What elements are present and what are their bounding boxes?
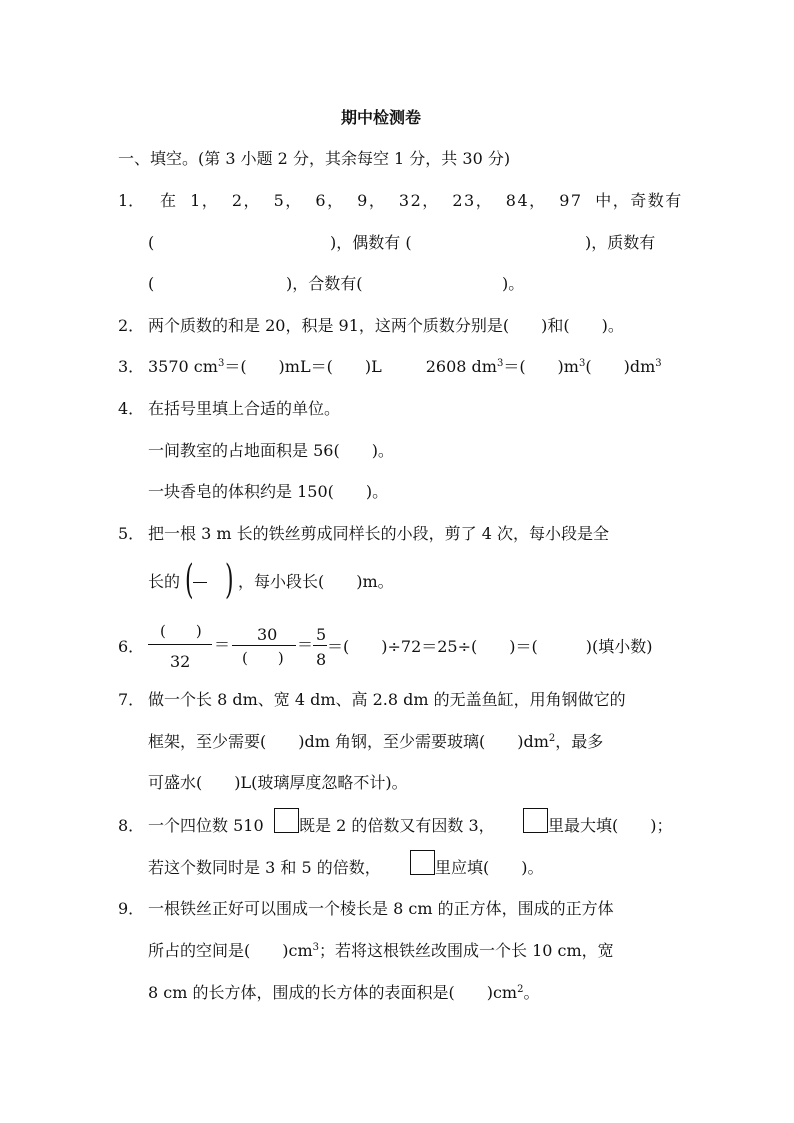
q6-frac2-bar xyxy=(232,645,296,646)
q8-line1-b: 既是 2 的倍数又有因数 3， xyxy=(299,816,495,835)
q3-sup3: 3 xyxy=(496,358,504,369)
q1-line3-composite: )，合数有( xyxy=(286,274,363,293)
q1-blank1-open: ( xyxy=(148,233,155,252)
q4-soap: 一块香皂的体积约是 150( )。 xyxy=(148,482,389,501)
q3-sup1: 3 xyxy=(217,358,225,369)
q8-line2-b: 里应填( )。 xyxy=(435,858,544,877)
q6-number: 6． xyxy=(118,637,145,656)
q9-line2-a: 所占的空间是( )cm xyxy=(148,941,313,960)
q6-frac3-denominator: 8 xyxy=(316,650,327,669)
q9-line3-a: 8 cm 的长方体，围成的长方体的表面积是( )cm xyxy=(148,983,518,1002)
page-title: 期中检测卷 xyxy=(341,108,422,127)
q6-eq1: ＝ xyxy=(214,635,231,654)
q6-eq2: ＝ xyxy=(297,635,314,654)
q9-line1: 一根铁丝正好可以围成一个棱长是 8 cm 的正方体，围成的正方体 xyxy=(148,899,614,918)
q5-line2-suffix: ，每小段长( )m。 xyxy=(238,572,394,591)
q3-part1: 3570 cm xyxy=(148,357,218,376)
q5-line1: 把一根 3 m 长的铁丝剪成同样长的小段，剪了 4 次，每小段是全 xyxy=(148,524,609,543)
q2-text: 两个质数的和是 20，积是 91，这两个质数分别是( )和( )。 xyxy=(148,316,624,335)
q6-frac3-bar xyxy=(313,645,327,646)
q5-number: 5． xyxy=(118,524,145,543)
q1-line1: 在 1， 2， 5， 6， 9， 32， 23， 84， 97 中，奇数有 xyxy=(160,191,683,210)
q1-line2-even: )，偶数有 ( xyxy=(330,233,412,252)
q8-digit-box-2 xyxy=(523,808,548,833)
q9-line2-sup: 3 xyxy=(312,942,319,953)
q6-frac2-numerator: 30 xyxy=(257,625,278,644)
q3-sup4: 3 xyxy=(578,358,586,369)
q9-line3-b: 。 xyxy=(523,983,540,1002)
q6-frac3-numerator: 5 xyxy=(316,625,327,644)
q1-line2-prime: )，质数有 xyxy=(585,233,656,252)
q3-sup5: 3 xyxy=(655,358,662,369)
q5-line2-prefix: 长的 xyxy=(148,572,181,591)
q6-frac2-denominator: ( ) xyxy=(242,649,284,667)
q5-fraction-right-paren: ) xyxy=(225,557,234,603)
q6-frac1-denominator: 32 xyxy=(170,652,191,671)
q4-text: 在括号里填上合适的单位。 xyxy=(148,399,341,418)
q7-line3: 可盛水( )L(玻璃厚度忽略不计)。 xyxy=(148,773,408,792)
q4-classroom: 一间教室的占地面积是 56( )。 xyxy=(148,441,394,460)
q9-line2-b: ；若将这根铁丝改围成一个长 10 cm，宽 xyxy=(319,941,614,960)
q8-line1-a: 一个四位数 510 xyxy=(148,816,264,835)
q8-number: 8． xyxy=(118,816,145,835)
q7-number: 7． xyxy=(118,690,145,709)
q7-line2-a: 框架，至少需要( )dm 角钢，至少需要玻璃( )dm xyxy=(148,732,549,751)
q3-line xyxy=(148,359,662,375)
q3-number: 3． xyxy=(118,357,145,376)
q8-line2-a: 若这个数同时是 3 和 5 的倍数， xyxy=(148,858,381,877)
q7-line1: 做一个长 8 dm、宽 4 dm、高 2.8 dm 的无盖鱼缸，用角钢做它的 xyxy=(148,690,626,709)
q3-part5: ( )dm xyxy=(585,357,656,376)
q9-number: 9． xyxy=(118,899,145,918)
q1-blank3-open: ( xyxy=(148,274,155,293)
q9-line3 xyxy=(148,985,540,1001)
q3-part3: 2608 dm xyxy=(425,357,497,376)
q7-line2-sup: 2 xyxy=(548,733,556,744)
q3-part4: ＝( )m xyxy=(503,357,579,376)
q6-frac1-bar xyxy=(148,644,212,645)
section-heading: 一、填空。(第 3 小题 2 分，其余每空 1 分，共 30 分) xyxy=(118,149,511,168)
q6-rest: ＝( )÷72＝25÷( )＝( )(填小数) xyxy=(327,637,653,656)
q8-line1-c: 里最大填( )； xyxy=(548,816,673,835)
q3-part2: ＝( )mL＝( )L xyxy=(224,357,382,376)
q4-number: 4． xyxy=(118,399,145,418)
q5-fraction-bar xyxy=(193,582,207,583)
q9-line2 xyxy=(148,943,614,959)
q8-digit-box-1 xyxy=(274,808,299,833)
q9-line3-sup: 2 xyxy=(517,984,524,995)
q7-line2 xyxy=(148,734,603,750)
q6-frac1-numerator: ( ) xyxy=(160,622,202,640)
q7-line2-b: ，最多 xyxy=(555,732,604,751)
q1-number: 1． xyxy=(118,191,145,210)
q8-digit-box-3 xyxy=(410,850,435,875)
q2-number: 2． xyxy=(118,316,145,335)
q1-line3-end: )。 xyxy=(502,274,525,293)
q5-fraction-left-paren: ( xyxy=(185,557,194,603)
